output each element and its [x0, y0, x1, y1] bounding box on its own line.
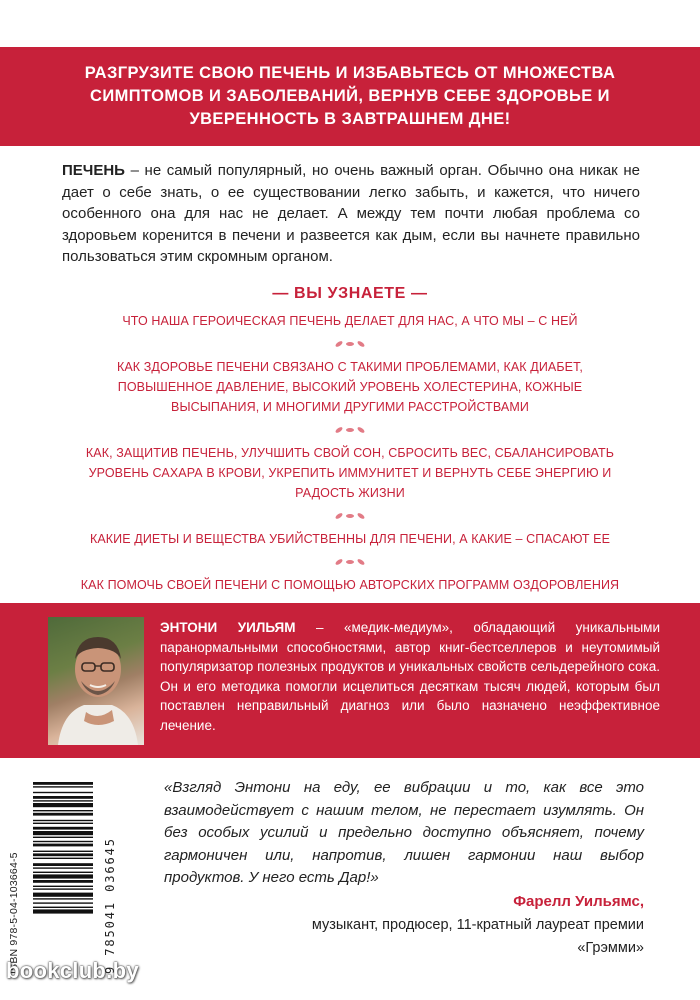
petal-divider-icon	[80, 331, 620, 357]
author-bio	[160, 618, 660, 735]
headline-text: РАЗГРУЗИТЕ СВОЮ ПЕЧЕНЬ И ИЗБАВЬТЕСЬ ОТ МНОЖЕСТВА СИМПТОМОВ И ЗАБОЛЕВАНИЙ, ВЕРНУВ СЕБЕ ЗДОРОВЬЕ И УВЕРЕННОСТЬ В ЗАВТРАШНЕМ ДНЕ!	[84, 64, 616, 128]
learn-item-1: ЧТО НАША ГЕРОИЧЕСКАЯ ПЕЧЕНЬ ДЕЛАЕТ ДЛЯ НАС, А ЧТО МЫ – С НЕЙ	[122, 314, 578, 328]
barcode-icon	[33, 778, 93, 974]
petal-divider-icon	[80, 549, 620, 575]
intro-lead-word: ПЕЧЕНЬ	[62, 162, 125, 179]
testimonial-author: Фарелл Уильямс,	[513, 893, 644, 910]
intro-text: – не самый популярный, но очень важный орган. Обычно она никак не дает о себе знать, о ее существовании легко забыть, и кажется, что ничего особенного она для нас не делает. А между тем почти любая проблема со здоровьем коренится в печени и развеется как дым, если вы начнете правильно пользоваться этим скромным органом.	[62, 162, 640, 265]
petal-divider-icon	[80, 417, 620, 443]
watermark-logo: bookclub.by	[6, 958, 139, 983]
testimonial-author-role: музыкант, продюсер, 11-кратный лауреат премии «Грэмми»	[311, 917, 644, 956]
learn-section-title: — ВЫ УЗНАЕТЕ —	[272, 285, 428, 302]
learn-list	[80, 311, 620, 595]
barcode-digits: 9 785041 036645	[103, 837, 117, 974]
petal-divider-icon	[80, 503, 620, 529]
testimonial-quote: «Взгляд Энтони на еду, ее вибрации и то, как все это взаимодействует с нашим телом, не перестает изумлять. Он без особых усилий и предельно доступно объясняет, почему гармоничен или, напротив, лишен гармонии наш выбор продуктов. У него есть Дар!»	[164, 779, 644, 886]
learn-item-5: КАК ПОМОЧЬ СВОЕЙ ПЕЧЕНИ С ПОМОЩЬЮ АВТОРСКИХ ПРОГРАММ ОЗДОРОВЛЕНИЯ	[80, 578, 620, 592]
learn-item-4: КАКИЕ ДИЕТЫ И ВЕЩЕСТВА УБИЙСТВЕННЫ ДЛЯ ПЕЧЕНИ, А КАКИЕ – СПАСАЮТ ЕЕ	[89, 532, 611, 546]
headline-banner	[0, 47, 700, 146]
author-bio-text: – «медик-медиум», обладающий уникальными паранормальными способностями, автор книг-бестселлеров и неутомимый популяризатор полезных продуктов и уникальных свойств сельдерейного сока. Он и его методика помогли исцелиться десяткам тысяч людей, которым был поставлен неправильный диагноз или было назначено неэффективное лечение.	[160, 620, 660, 733]
author-portrait-icon	[48, 617, 144, 745]
intro-paragraph	[62, 160, 640, 268]
isbn-label: ISBN 978-5-04-103664-5	[8, 852, 20, 974]
author-name: ЭНТОНИ УИЛЬЯМ	[160, 620, 296, 635]
learn-item-2: КАК ЗДОРОВЬЕ ПЕЧЕНИ СВЯЗАНО С ТАКИМИ ПРОБЛЕМАМИ, КАК ДИАБЕТ, ПОВЫШЕННОЕ ДАВЛЕНИЕ, ВЫСОКИЙ УРОВЕНЬ ХОЛЕСТЕРИНА, КОЖНЫЕ ВЫСЫПАНИЯ, И МНОГИМИ ДРУГИМИ РАССТРОЙСТВАМИ	[116, 360, 584, 414]
learn-item-3: КАК, ЗАЩИТИВ ПЕЧЕНЬ, УЛУЧШИТЬ СВОЙ СОН, СБРОСИТЬ ВЕС, СБАЛАНСИРОВАТЬ УРОВЕНЬ САХАРА В КРОВИ, УКРЕПИТЬ ИММУНИТЕТ И ВЕРНУТЬ СЕБЕ ЭНЕРГИЮ И РАДОСТЬ ЖИЗНИ	[85, 446, 615, 500]
author-photo	[48, 617, 144, 745]
